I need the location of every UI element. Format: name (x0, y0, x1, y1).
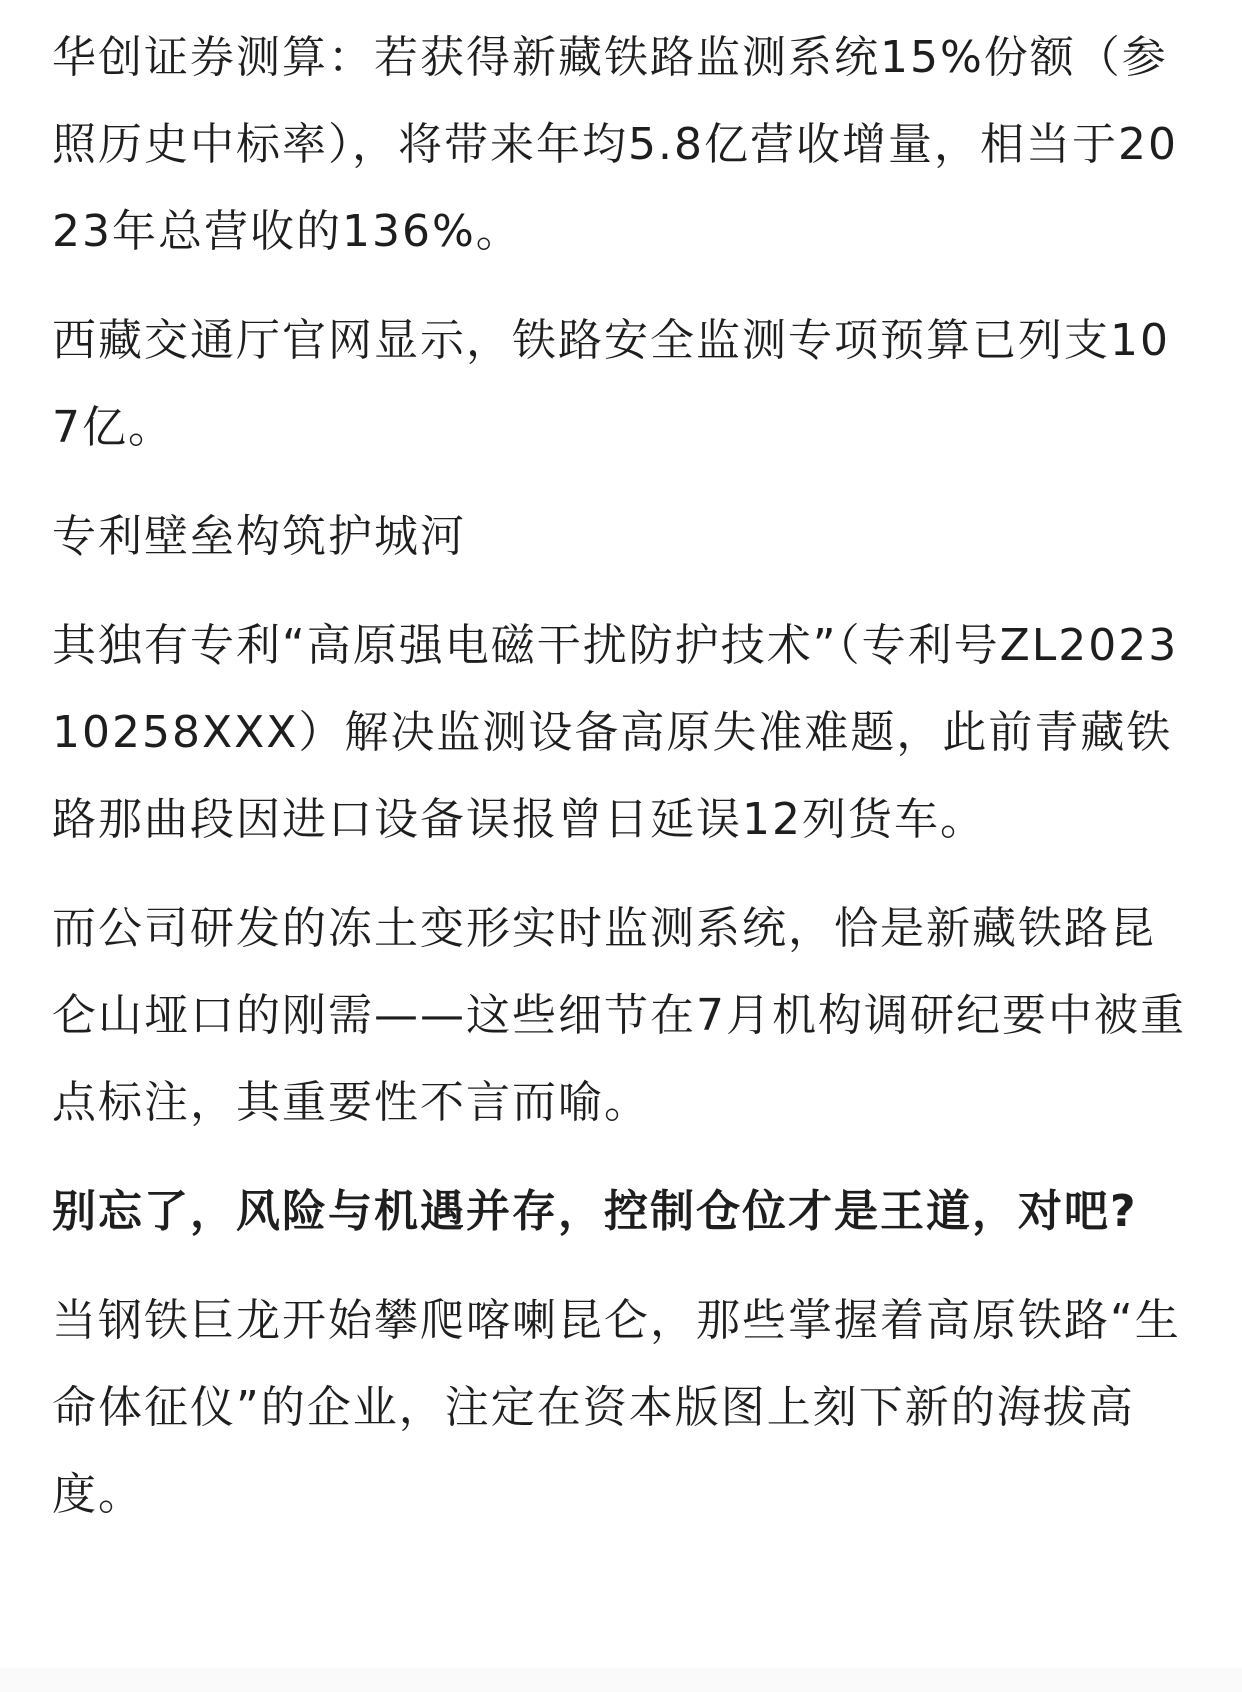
paragraph-conclusion: 当钢铁巨龙开始攀爬喀喇昆仑，那些掌握着高原铁路“生命体征仪”的企业，注定在资本版图上刻下新的海拔高度。 (52, 1295, 1181, 1520)
section-heading-patent-moat: 专利壁垒构筑护城河 (52, 511, 466, 562)
paragraph-permafrost-monitoring: 而公司研发的冻土变形实时监测系统，恰是新藏铁路昆仑山垭口的刚需——这些细节在7月机构调研纪要中被重点标注，其重要性不言而喻。 (52, 903, 1186, 1128)
paragraph-budget: 西藏交通厅官网显示，铁路安全监测专项预算已列支107亿。 (52, 315, 1170, 453)
paragraph-revenue-estimate: 华创证券测算：若获得新藏铁路监测系统15%份额（参照历史中标率），将带来年均5.8亿营收增量，相当于2023年总营收的136%。 (52, 32, 1178, 257)
bottom-edge (0, 1668, 1242, 1692)
paragraph-risk-reminder: 别忘了，风险与机遇并存，控制仓位才是王道，对吧? (52, 1186, 1138, 1237)
paragraph-patent: 其独有专利“高原强电磁干扰防护技术”（专利号ZL202310258XXX）解决监测设备高原失准难题，此前青藏铁路那曲段因进口设备误报曾日延误12列货车。 (52, 620, 1179, 845)
article-body (52, 14, 1190, 1560)
